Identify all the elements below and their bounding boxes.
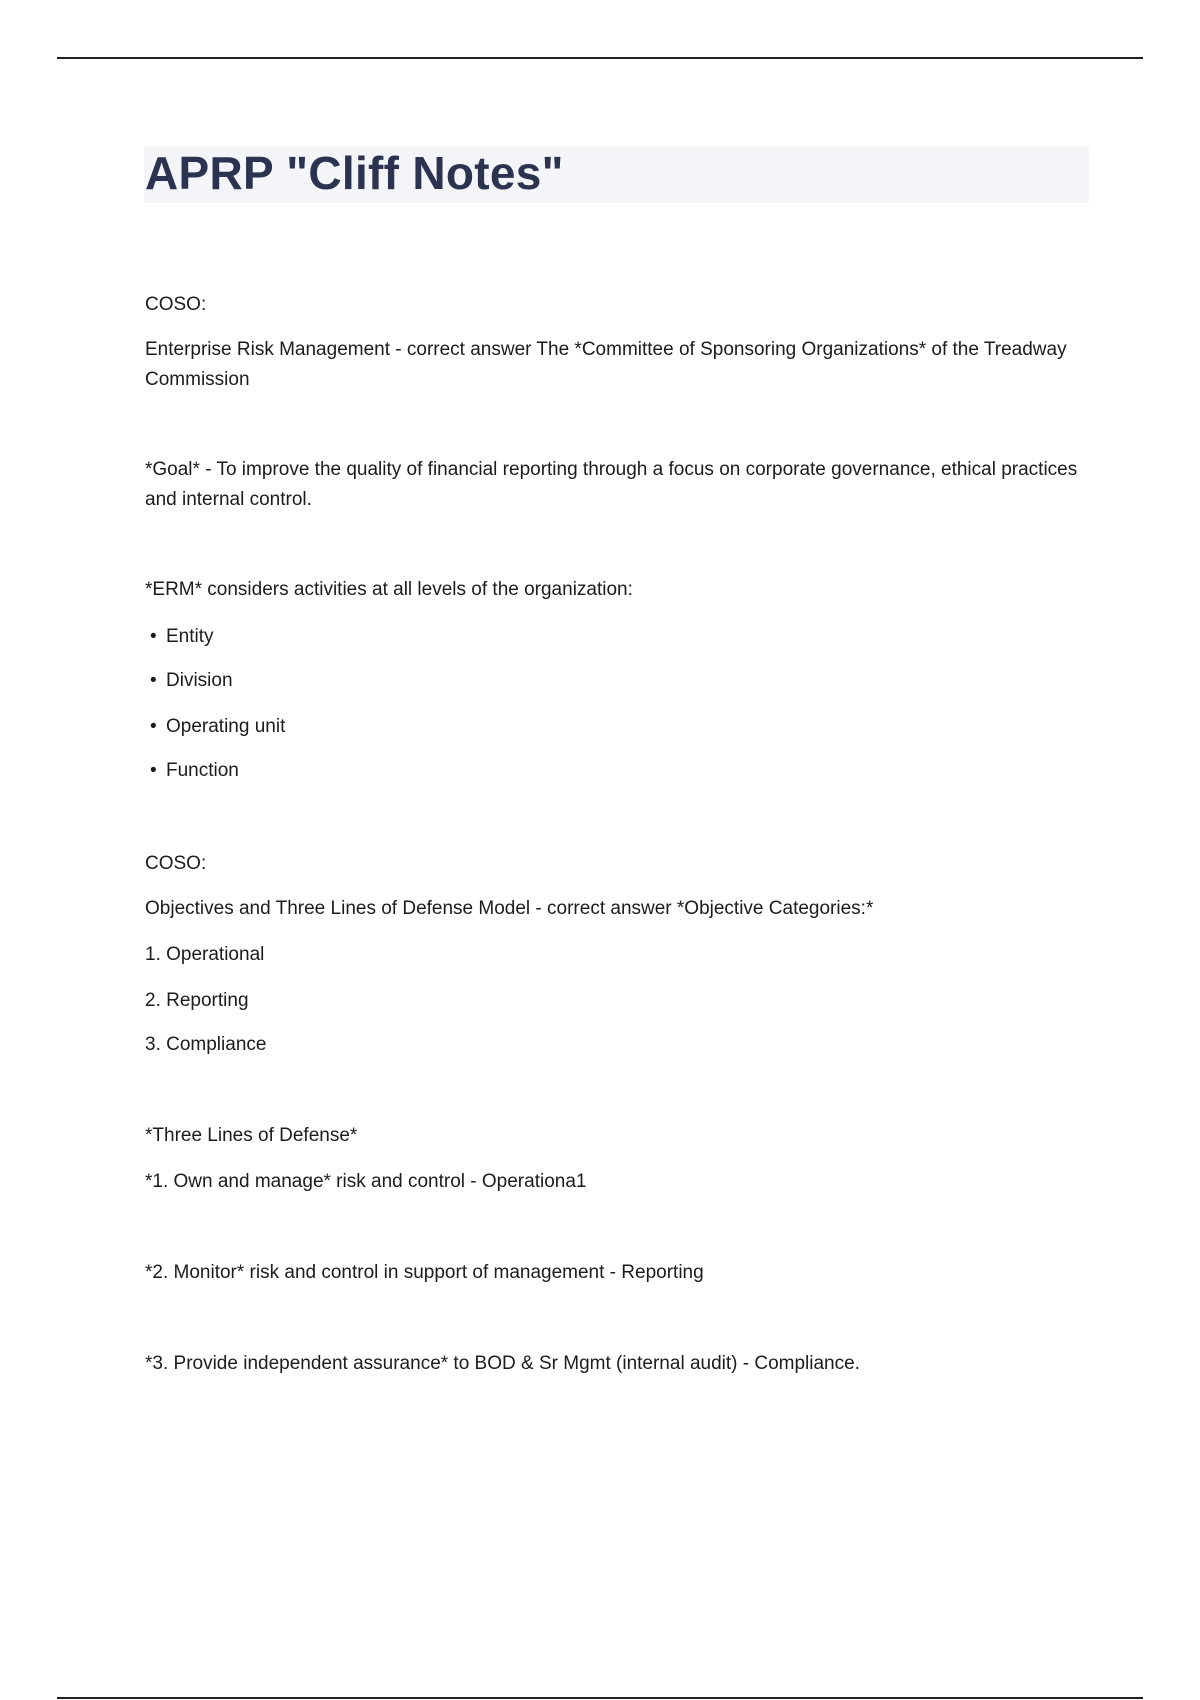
section-1-definition: Enterprise Risk Management - correct answer The *Committee of Sponsoring Organizations* of the Treadway Commission bbox=[145, 339, 1067, 390]
bullet-icon: • bbox=[150, 626, 157, 647]
page-title: APRP "Cliff Notes" bbox=[145, 147, 564, 199]
objective-item-1: 1. Operational bbox=[145, 944, 265, 965]
bottom-rule bbox=[57, 1697, 1143, 1699]
three-lines-heading: *Three Lines of Defense* bbox=[145, 1125, 358, 1146]
defense-line-1: *1. Own and manage* risk and control - Operationa1 bbox=[145, 1171, 587, 1192]
bullet-icon: • bbox=[150, 670, 157, 691]
bullet-item-entity: • Entity bbox=[150, 622, 214, 652]
objective-item-3: 3. Compliance bbox=[145, 1034, 267, 1055]
bullet-item-operating-unit: • Operating unit bbox=[150, 712, 285, 742]
bullet-item-function: • Function bbox=[150, 756, 239, 786]
section-1-goal: *Goal* - To improve the quality of financial reporting through a focus on corporate governance, ethical practices and internal control. bbox=[145, 459, 1078, 510]
bullet-item-division: • Division bbox=[150, 666, 233, 696]
bullet-icon: • bbox=[150, 716, 157, 737]
top-rule bbox=[57, 57, 1143, 59]
objective-item-2: 2. Reporting bbox=[145, 990, 249, 1011]
section-2-definition: Objectives and Three Lines of Defense Model - correct answer *Objective Categories:* bbox=[145, 898, 874, 919]
section-1-heading: COSO: bbox=[145, 294, 207, 315]
bullet-icon: • bbox=[150, 760, 157, 781]
section-2-heading: COSO: bbox=[145, 853, 207, 874]
defense-line-2: *2. Monitor* risk and control in support of management - Reporting bbox=[145, 1262, 704, 1283]
section-1-erm: *ERM* considers activities at all levels of the organization: bbox=[145, 579, 633, 600]
defense-line-3: *3. Provide independent assurance* to BOD & Sr Mgmt (internal audit) - Compliance. bbox=[145, 1353, 860, 1374]
